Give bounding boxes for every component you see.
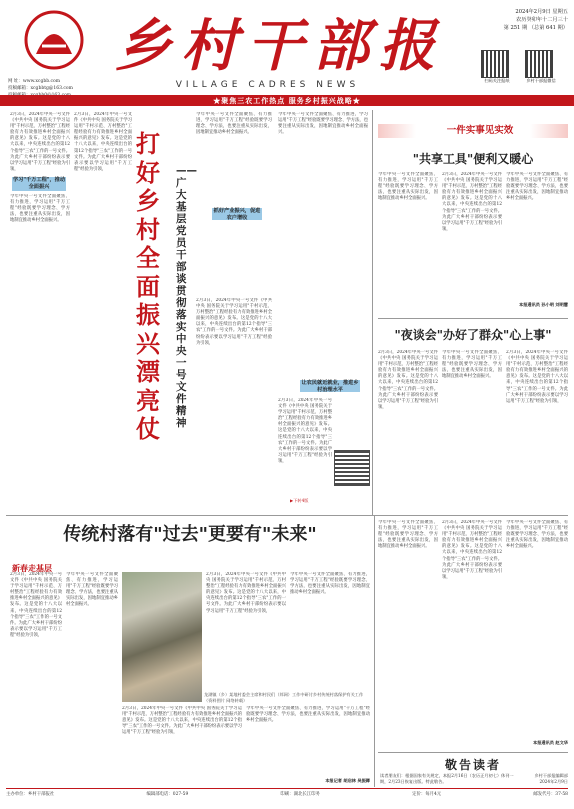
article-paragraph: 2月3日，2024年中央一号文件《中共中央 国务院关于学习运用"千村示范、万村整治"工程经验有力有效推进乡村全面振兴的意见》发布。这是党的十八大以来，中央连续出台的第12个指导"三农"工作的一号文件。为此广大乡村干部纷纷表示要以学习运用"千万工程"经验为引领， — [10, 572, 62, 638]
article-paragraph: 今年中央一号文件全面聚焦、有力推进，学习运用"千万工程"经验既要学习理念、学方法，也要注重从实际出发，因地制宜推动乡村全面振兴。 — [378, 172, 438, 202]
lead-paragraph: 今年中央一号文件全面聚焦、有力推进，学习运用"千万工程"经验既要学习理念、学方法，也要注重从实际出发，因地制宜推动乡村全面振兴。 — [278, 112, 368, 136]
lead-paragraph: 今年中央一号文件全面聚焦、有力推进，学习运用"千万工程"经验既要学习理念、学方法，也要注重从实际出发，因地制宜推动乡村全面振兴。 — [196, 112, 272, 136]
section-tag: 学习"千万工程"，推动全面振兴 — [12, 177, 66, 190]
masthead-date — [456, 8, 568, 32]
qr-label: 扫码关注报纸 — [484, 78, 510, 83]
slogan-text: ★聚焦三农工作热点 服务乡村振兴战略★ — [213, 96, 361, 105]
footer-item: 邮发代号：37-58 — [533, 792, 568, 797]
notice-body: 读者朋友们：根据国家有关规定，本报2月16日（农历正月初七）休刊一期，2月23日恢复出版。特此敬告。 — [380, 773, 514, 784]
article-paragraph: 今年中央一号文件全面聚焦、有力推进，学习运用"千万工程"经验既要学习理念、学方法，也要注重从实际出发，因地制宜推动乡村全面振兴。 — [506, 172, 568, 202]
lead-paragraph: 2月3日，2024年中央一号文件《中共中央 国务院关于学习运用"千村示范、万村整治"工程经验有力有效推进乡村全面振兴的意见》发布。这是党的十八大以来，中央连续出台的第12个指导"三农"工作的一号文件。为此广大乡村干部纷纷表示要以学习运用"千万工程"经验为引领， — [196, 298, 272, 346]
footer — [6, 791, 568, 798]
article-paragraph: 今年中央一号文件全面聚焦、有力推进，学习运用"千万工程"经验既要学习理念、学方法，也要注重从实际出发，因地制宜推动乡村全面振兴。 — [290, 572, 370, 596]
column-badge-label: 新春走基层 — [12, 563, 52, 573]
section-banner-title: 一件实事见实效 — [446, 125, 514, 136]
section-tag: 让农民就近就业，推进乡村治理水平 — [301, 380, 359, 393]
footer-item: 编辑部电话：027-59 — [146, 792, 189, 797]
author-line: 本报通讯员 赵文华 — [533, 740, 568, 745]
article-paragraph: 2月3日，2024年中央一号文件《中共中央 国务院关于学习运用"千村示范、万村整治"工程经验有力有效推进乡村全面振兴的意见》发布。这是党的十八大以来，中央连续出台的第12个指导"三农"工作的一号文件。为此广大乡村干部纷纷表示要以学习运用"千万工程"经验为引领， — [378, 350, 438, 410]
footer-item: 主办单位：乡村干部报社 — [6, 792, 55, 797]
qr-code-icon — [481, 50, 509, 78]
lead-subheadline: ——广大基层党员干部谈贯彻落实中央一号文件精神 — [176, 165, 197, 429]
notice-date: 2024年2月9日 — [539, 779, 568, 784]
lead-headline: 打好乡村全面振兴漂亮仗 — [136, 130, 160, 443]
footer-item: 印刷：湖北长江印务 — [280, 792, 320, 797]
issue-number: 第 251 期 （总第 641 期） — [503, 25, 568, 31]
article-paragraph: 今年中央一号文件全面聚焦、有力推进，学习运用"千万工程"经验既要学习理念、学方法，也要注重从实际出发，因地制宜推动乡村全面振兴。 — [442, 350, 502, 380]
lead-paragraph: 2月3日，2024年中央一号文件《中共中央 国务院关于学习运用"千村示范、万村整治"工程经验有力有效推进乡村全面振兴的意见》发布。这是党的十八大以来，中央连续出台的第12个指导"三农"工作的一号文件。为此广大乡村干部纷纷表示要以学习运用"千万工程"经验为引领， — [278, 398, 332, 464]
news-photo — [122, 572, 202, 702]
lead-paragraph: 今年中央一号文件全面聚焦、有力推进，学习运用"千万工程"经验既要学习理念、学方法，也要注重从实际出发，因地制宜推动乡村全面振兴。 — [10, 194, 70, 224]
article-headline: 传统村落有"过去"更要有"未来" — [63, 524, 317, 545]
article-paragraph: 2月3日，2024年中央一号文件《中共中央 国务院关于学习运用"千村示范、万村整治"工程经验有力有效推进乡村全面振兴的意见》发布。这是党的十八大以来，中央连续出台的第12个指导"三农"工作的一号文件。为此广大乡村干部纷纷表示要以学习运用"千万工程"经验为引领， — [442, 172, 502, 232]
article-paragraph: 2月3日，2024年中央一号文件《中共中央 国务院关于学习运用"千村示范、万村整治"工程经验有力有效推进乡村全面振兴的意见》发布。这是党的十八大以来，中央连续出台的第12个指导"三农"工作的一号文件。为此广大乡村干部纷纷表示要以学习运用"千万工程"经验为引领， — [206, 572, 286, 614]
email-text: 投稿邮箱：xcgbbtg@163.com — [8, 86, 73, 91]
section-tag: 抓好产业振兴，促进农户增收 — [213, 208, 261, 221]
notice-sign: 乡村干部报编辑部 — [534, 773, 568, 778]
notice-title: 敬告读者 — [444, 758, 501, 772]
column-badge — [12, 556, 68, 573]
article-paragraph: 今年中央一号文件全面聚焦、有力推进，学习运用"千万工程"经验既要学习理念、学方法，也要注重从实际出发，因地制宜推动乡村全面振兴。 — [246, 706, 370, 724]
article-paragraph: 2月3日，2024年中央一号文件《中共中央 国务院关于学习运用"千村示范、万村整治"工程经验有力有效推进乡村全面振兴的意见》发布。这是党的十八大以来，中央连续出台的第12个指导"三农"工作的一号文件。为此广大乡村干部纷纷表示要以学习运用"千万工程"经验为引领， — [506, 350, 568, 404]
article-paragraph: 今年中央一号文件全面聚焦、有力推进，学习运用"千万工程"经验既要学习理念、学方法，也要注重从实际出发，因地制宜推动乡村全面振兴。 — [506, 520, 568, 550]
article-paragraph: 2月3日，2024年中央一号文件《中共中央 国务院关于学习运用"千村示范、万村整治"工程经验有力有效推进乡村全面振兴的意见》发布。这是党的十八大以来，中央连续出台的第12个指导"三农"工作的一号文件。为此广大乡村干部纷纷表示要以学习运用"千万工程"经验为引领， — [122, 706, 242, 736]
author-line: 本报记者 胡启林 吴振卿 — [325, 778, 370, 783]
website-text: 网 址：www.xcgbb.com — [8, 79, 61, 84]
newspaper-title-en: VILLAGE CADRES NEWS — [175, 80, 360, 90]
qr-code-icon — [334, 450, 370, 486]
footer-item: 定价：每月4元 — [412, 792, 442, 797]
photo-caption: 龙湖镇（乡）某地村委会主席和村民们（邦网）工作中研讨乡村传统村落保护有关工作（资料图片 网络转载） — [204, 692, 364, 703]
qr-label: 乡村干部报微信 — [526, 78, 556, 83]
author-line: 本报通讯员 孙小明 刘明慧 — [519, 302, 568, 307]
lead-paragraph: 2月3日，2024年中央一号文件《中共中央 国务院关于学习运用"千村示范、万村整治"工程经验有力有效推进乡村全面振兴的意见》发布。这是党的十八大以来，中央连续出台的第12个指导"三农"工作的一号文件。为此广大乡村干部纷纷表示要以学习运用"千万工程"经验为引领， — [10, 112, 70, 172]
article-headline: "共享工具"便利又暖心 — [412, 152, 534, 166]
lead-paragraph: 2月3日，2024年中央一号文件《中共中央 国务院关于学习运用"千村示范、万村整治"工程经验有力有效推进乡村全面振兴的意见》发布。这是党的十八大以来，中央连续出台的第12个指导"三农"工作的一号文件。为此广大乡村干部纷纷表示要以学习运用"千万工程"经验为引领， — [74, 112, 132, 172]
article-paragraph: 今年中央一号文件全面聚焦、有力推进，学习运用"千万工程"经验既要学习理念、学方法，也要注重从实际出发，因地制宜推动乡村全面振兴。 — [66, 572, 118, 608]
lunar-date-text: 农历癸卯年十二月三十 — [516, 17, 568, 23]
article-paragraph: 2月3日，2024年中央一号文件《中共中央 国务院关于学习运用"千村示范、万村整治"工程经验有力有效推进乡村全面振兴的意见》发布。这是党的十八大以来，中央连续出台的第12个指导"三农"工作的一号文件。为此广大乡村干部纷纷表示要以学习运用"千万工程"经验为引领， — [442, 520, 502, 580]
newspaper-title: 乡村干部报 — [115, 13, 445, 79]
footer-divider — [6, 788, 568, 789]
continued-label: ▶下转4版 — [290, 498, 309, 503]
newspaper-logo — [14, 6, 94, 76]
qr-codes — [475, 50, 567, 90]
article-headline: "夜谈会"办好了群众"心上事" — [394, 328, 552, 342]
article-paragraph: 今年中央一号文件全面聚焦、有力推进，学习运用"千万工程"经验既要学习理念、学方法，也要注重从实际出发，因地制宜推动乡村全面振兴。 — [378, 520, 438, 550]
qr-code-icon — [525, 50, 553, 78]
date-text: 2024年2月9日 星期五 — [515, 9, 568, 15]
